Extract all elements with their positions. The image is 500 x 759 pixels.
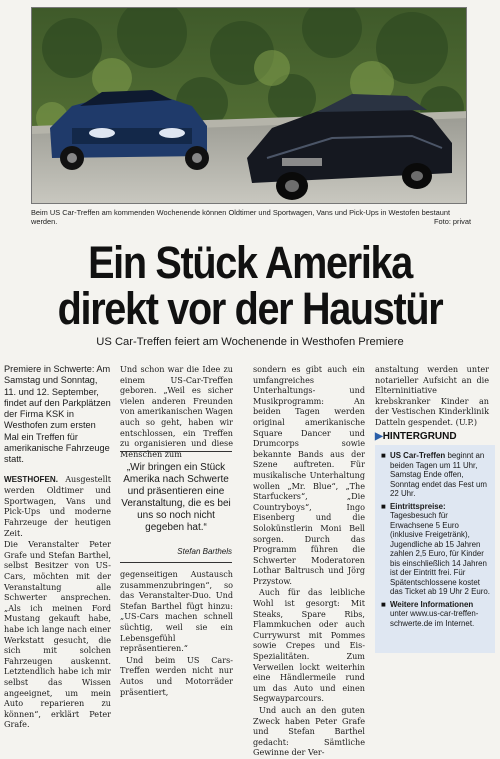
dateline: WESTHOFEN.: [4, 474, 58, 484]
paragraph: [4, 474, 111, 539]
article-column-3: [253, 364, 365, 759]
pull-quote-text: „Wir bringen ein Stück Amerika nach Schwerte und präsentieren eine Veranstaltung, die es bei uns so noch nicht gegeben hat.“: [121, 462, 231, 533]
item-bold: US Car-Treffen: [390, 451, 446, 460]
article-column-2: [120, 364, 233, 460]
info-list: [381, 451, 491, 628]
item-bold: Weitere Informationen: [390, 599, 474, 609]
info-box-title-text: HINTERGRUND: [382, 431, 457, 442]
photo-credit: Foto: privat: [434, 217, 471, 227]
paragraph: Die Veranstalter Peter Grafe und Stefan Barthel, selbst Besitzer von US-Cars, möchten mit der Veranstaltung alle Schwerter ansprechen. „Als ich meinen Ford Mustang gekauft habe, habe ich lange nach einer Werkstatt gesucht, die sich mit solchen Fahrzeugen auskennt. Letztendlich habe ich mir selbst das Wissen angeeignet, um mein Auto reparieren zu können“, erklärt Peter Grafe.: [4, 539, 111, 730]
paragraph-text: anstaltung werden unter notarieller Aufsicht an die Elterninitiative krebskranker Kinder an der Vestischen Kinderklinik Datteln gespendet.: [375, 364, 489, 427]
item-text: Tagesbesuch für Erwachsene 5 Euro (inklusive Freigetränk), Jugendliche ab 15 Jahren zahlen 2,5 Euro, für Kinder bis einschließlich 14 Jahren ist der Eintritt frei. Für Spätentschlossene kostet das Ticket ab 19 Uhr 2 Euro.: [390, 511, 491, 596]
lead-paragraph: Premiere in Schwerte: Am Samstag und Sonntag, 11. und 12. September, findet auf den Parkplätzen der Firma KSK in Westhofen zum ersten Mal ein Treffen für amerikanische Fahrzeuge statt.: [4, 364, 111, 465]
headline-line-2: direkt vor der Haustür: [57, 283, 443, 334]
list-item: [381, 600, 491, 629]
square-bullet-icon: ■: [381, 501, 386, 511]
paragraph: Und beim US Cars-Treffen werden nicht nur Autos und Motorräder präsentiert,: [120, 654, 233, 697]
subheadline: US Car-Treffen feiert am Wochenende in Westhofen Premiere: [96, 336, 404, 348]
article-column-1: [4, 364, 111, 731]
photo-caption: [31, 208, 471, 227]
article-column-4: [375, 364, 489, 429]
item-text: unter www.us-car-treffen-schwerte.de im Internet.: [390, 609, 479, 628]
info-box-title: [375, 431, 457, 442]
paragraph: gegenseitigen Austausch zusammenzubringen“, so das Veranstalter-Duo. Und Stefan Barthel fügt hinzu: „US-Cars machen schnell süchtig, weil sie ein Lebensgefühl repräsentieren.“: [120, 569, 233, 654]
info-box: [375, 445, 495, 653]
caption-text: Beim US Car-Treffen am kommenden Wochenende können Oldtimer und Sportwagen, Vans und Pick-Ups in Westofen bestaunt werden.: [31, 208, 451, 227]
square-bullet-icon: ■: [381, 451, 386, 460]
paragraph-text: Ausgestellt werden Oldtimer und Sportwagen, Vans und Pick-Ups und moderne Fahrzeuge der heutigen Zeit.: [4, 473, 111, 538]
list-item: [381, 451, 491, 499]
article-photo: [31, 7, 467, 204]
item-text: beginnt an beiden Tagen um 11 Uhr, Samstag Ende offen, Sonntag endet das Fest um 22 Uhr.: [390, 451, 487, 498]
list-item: [381, 502, 491, 597]
pull-quote: [120, 451, 232, 563]
paragraph: Und auch an den guten Zweck haben Peter Grafe und Stefan Barthel gedacht: Sämtliche Gewinne der Ver-: [253, 705, 365, 758]
pull-quote-source: Stefan Barthels: [177, 547, 232, 556]
paragraph: [375, 364, 489, 428]
paragraph: Und schon war die Idee zu einem US-Car-Treffen geboren. „Weil es sicher vielen anderen Freunden von amerikanischen Wagen auch so geht, haben wir entschlossen, ein Treffen zu organisieren und diese Menschen zum: [120, 364, 233, 459]
car-photo-illustration: [32, 8, 467, 204]
square-bullet-icon: ■: [381, 599, 386, 609]
item-bold: Eintrittspreise:: [390, 501, 446, 511]
triangle-right-icon: ▶: [375, 431, 383, 442]
paragraph: Auch für das leibliche Wohl ist gesorgt: Mit Steaks, Spare Ribs, Flammkuchen oder auch Currywurst mit Pommes sowie Crepes und Eis-Spezialitäten. Zum Verweilen lockt weiterhin eine Händlermeile rund um das Auto und einen Segwayparcours.: [253, 587, 365, 704]
author-signature: (U.P.): [455, 416, 478, 427]
headline-line-1: Ein Stück Amerika: [88, 237, 412, 288]
paragraph: sondern es gibt auch ein umfangreiches Unterhaltungs- und Musikprogramm: An beiden Tagen werden original amerikanische Square Dancer und Drumcorps sowie bekannte Bands aus der Szene auftreten. Für musikalische Unterhaltung wollen „Mr. Blue“, „The Starfuckers“, „Die Countryboys“, Ingo Eisenberg und die Solokünstlerin Moni Bell sorgen. Durch das Programm führen die Schwerter Moderatoren Lothar Baltrusch und Jörg Przystow.: [253, 364, 365, 586]
